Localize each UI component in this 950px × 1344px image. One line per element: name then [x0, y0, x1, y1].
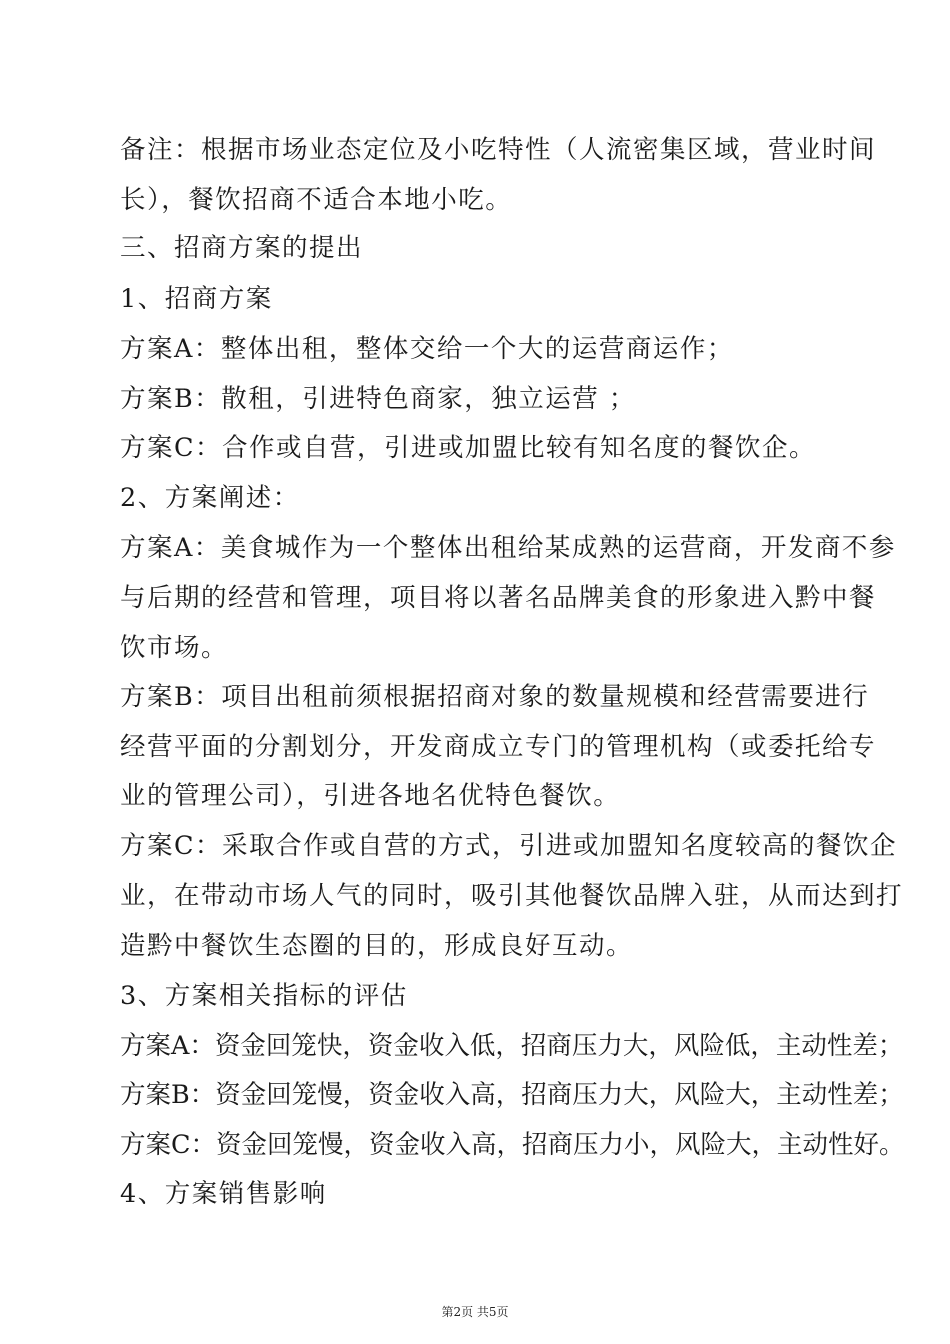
text-line: 饮市场。	[120, 633, 229, 663]
text-line: 方案C：采取合作或自营的方式，引进或加盟知名度较高的餐饮企	[120, 831, 898, 861]
text-line: 经营平面的分割划分，开发商成立专门的管理机构（或委托给专	[120, 732, 877, 762]
text-line: 长），餐饮招商不适合本地小吃。	[120, 185, 513, 215]
text-line: 与后期的经营和管理，项目将以著名品牌美食的形象进入黔中餐	[120, 583, 877, 613]
text-line: 业，在带动市场人气的同时，吸引其他餐饮品牌入驻，从而达到打	[120, 881, 904, 911]
page-footer: 第2页 共5页	[441, 1305, 509, 1319]
subsection-heading: 1、招商方案	[120, 284, 273, 314]
section-heading: 三、招商方案的提出	[120, 233, 364, 263]
text-line: 方案A：整体出租，整体交给一个大的运营商运作；	[120, 334, 734, 364]
text-line: 方案C：合作或自营，引进或加盟比较有知名度的餐饮企。	[120, 433, 817, 463]
text-line: 造黔中餐饮生态圈的目的，形成良好互动。	[120, 931, 634, 961]
text-line: 方案A：资金回笼快，资金收入低，招商压力大，风险低，主动性差；	[120, 1031, 904, 1061]
text-line: 方案B：资金回笼慢，资金收入高，招商压力大，风险大，主动性差；	[120, 1080, 904, 1110]
text-line: 备注：根据市场业态定位及小吃特性（人流密集区域，营业时间	[120, 135, 877, 165]
text-line: 方案B：散租，引进特色商家，独立运营 ；	[120, 384, 636, 414]
subsection-heading: 3、方案相关指标的评估	[120, 981, 408, 1011]
subsection-heading: 4、方案销售影响	[120, 1179, 327, 1209]
text-line: 方案C：资金回笼慢，资金收入高，招商压力小，风险大，主动性好。	[120, 1130, 905, 1160]
text-line: 方案A：美食城作为一个整体出租给某成熟的运营商，开发商不参	[120, 533, 896, 563]
text-line: 业的管理公司），引进各地名优特色餐饮。	[120, 781, 621, 811]
subsection-heading: 2、方案阐述：	[120, 483, 300, 513]
text-line: 方案B：项目出租前须根据招商对象的数量规模和经营需要进行	[120, 682, 870, 712]
